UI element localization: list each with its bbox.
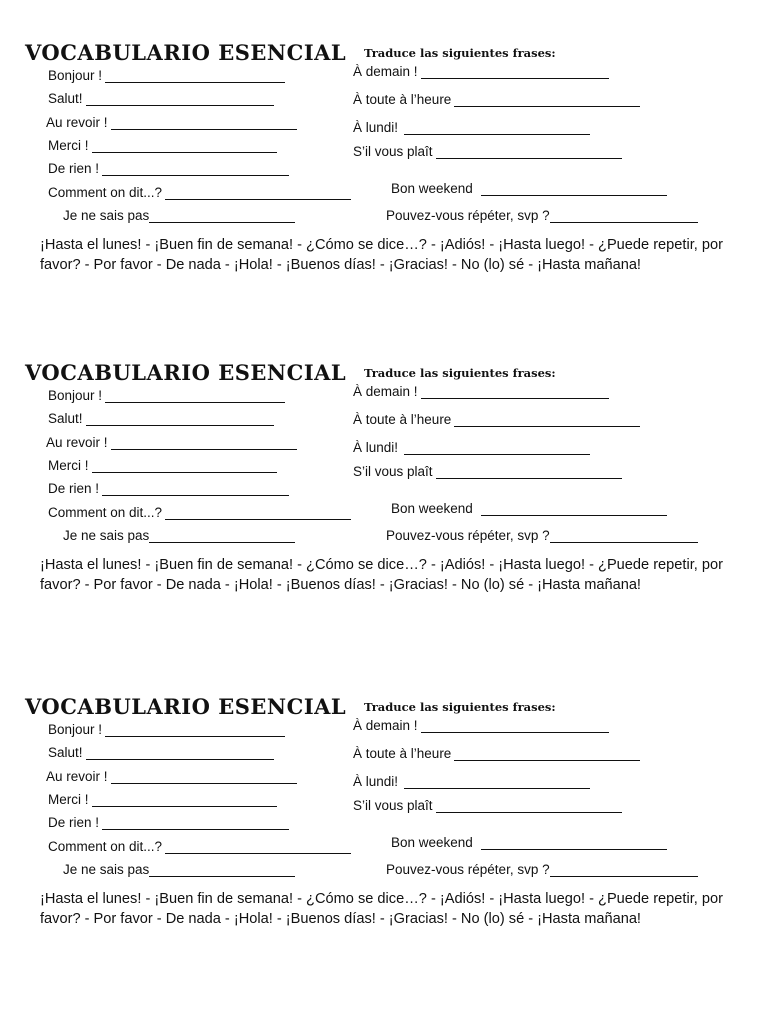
answer-blank[interactable] bbox=[86, 747, 274, 760]
field-salut bbox=[48, 91, 274, 106]
field-salut bbox=[48, 411, 274, 426]
field-label: Pouvez-vous répéter, svp ? bbox=[386, 862, 550, 877]
field-de-rien bbox=[48, 161, 289, 176]
field-label: Au revoir ! bbox=[46, 435, 108, 450]
answer-blank[interactable] bbox=[149, 864, 295, 877]
answer-blank[interactable] bbox=[165, 841, 351, 854]
answer-blank[interactable] bbox=[550, 530, 698, 543]
section-title: VOCABULARIO ESENCIAL bbox=[25, 40, 347, 65]
field-label: De rien ! bbox=[48, 481, 100, 496]
field-label: Je ne sais pas bbox=[63, 862, 150, 877]
field-label: Bon weekend bbox=[391, 501, 473, 516]
section-title: VOCABULARIO ESENCIAL bbox=[25, 694, 347, 719]
answer-blank[interactable] bbox=[481, 837, 667, 850]
section-instructions: Traduce las siguientes frases: bbox=[364, 366, 556, 380]
field-je-ne-sais-pas bbox=[63, 528, 295, 543]
field-label: Je ne sais pas bbox=[63, 528, 150, 543]
answer-blank[interactable] bbox=[436, 146, 622, 159]
field-label: S’il vous plaît bbox=[353, 144, 433, 159]
field-pouvez-vous-repeter bbox=[386, 208, 698, 223]
answer-blank[interactable] bbox=[436, 466, 622, 479]
field-sil-vous-plait bbox=[353, 464, 622, 479]
field-label: De rien ! bbox=[48, 815, 100, 830]
field-sil-vous-plait bbox=[353, 144, 622, 159]
answer-blank[interactable] bbox=[111, 117, 297, 130]
answer-blank[interactable] bbox=[105, 724, 285, 737]
section-instructions: Traduce las siguientes frases: bbox=[364, 700, 556, 714]
field-bon-weekend bbox=[391, 835, 667, 850]
worksheet-section-1 bbox=[0, 30, 768, 350]
answer-blank[interactable] bbox=[421, 66, 609, 79]
field-label: Merci ! bbox=[48, 458, 89, 473]
field-label: Au revoir ! bbox=[46, 115, 108, 130]
field-a-lundi bbox=[353, 440, 590, 455]
field-label: À demain ! bbox=[353, 384, 418, 399]
answer-blank[interactable] bbox=[436, 800, 622, 813]
field-de-rien bbox=[48, 481, 289, 496]
field-label: Salut! bbox=[48, 91, 83, 106]
field-label: Salut! bbox=[48, 411, 83, 426]
field-pouvez-vous-repeter bbox=[386, 862, 698, 877]
field-comment-on-dit bbox=[48, 185, 351, 200]
field-a-toute-a-lheure bbox=[353, 746, 640, 761]
answer-blank[interactable] bbox=[102, 483, 289, 496]
field-bonjour bbox=[48, 68, 285, 83]
field-label: À demain ! bbox=[353, 718, 418, 733]
section-title: VOCABULARIO ESENCIAL bbox=[25, 360, 347, 385]
field-label: À lundi! bbox=[353, 774, 399, 789]
field-label: Bonjour ! bbox=[48, 68, 103, 83]
field-label: Salut! bbox=[48, 745, 83, 760]
answer-blank[interactable] bbox=[149, 530, 295, 543]
field-comment-on-dit bbox=[48, 505, 351, 520]
answer-blank[interactable] bbox=[92, 140, 277, 153]
field-label: Bonjour ! bbox=[48, 388, 103, 403]
worksheet-section-2 bbox=[0, 350, 768, 670]
answer-blank[interactable] bbox=[404, 776, 590, 789]
field-a-demain bbox=[353, 718, 609, 733]
field-pouvez-vous-repeter bbox=[386, 528, 698, 543]
field-sil-vous-plait bbox=[353, 798, 622, 813]
field-bonjour bbox=[48, 388, 285, 403]
answer-blank[interactable] bbox=[102, 817, 289, 830]
field-label: Comment on dit...? bbox=[48, 839, 163, 854]
field-bonjour bbox=[48, 722, 285, 737]
field-merci bbox=[48, 458, 277, 473]
field-label: À toute à l’heure bbox=[353, 412, 452, 427]
field-label: À lundi! bbox=[353, 440, 399, 455]
answer-blank[interactable] bbox=[111, 437, 297, 450]
answer-blank[interactable] bbox=[454, 748, 640, 761]
field-label: À toute à l’heure bbox=[353, 92, 452, 107]
answer-blank[interactable] bbox=[102, 163, 289, 176]
field-label: S’il vous plaît bbox=[353, 464, 433, 479]
field-label: Je ne sais pas bbox=[63, 208, 150, 223]
field-label: À toute à l’heure bbox=[353, 746, 452, 761]
field-a-lundi bbox=[353, 774, 590, 789]
field-au-revoir bbox=[46, 435, 297, 450]
field-label: S’il vous plaît bbox=[353, 798, 433, 813]
field-je-ne-sais-pas bbox=[63, 862, 295, 877]
answer-blank[interactable] bbox=[421, 720, 609, 733]
field-comment-on-dit bbox=[48, 839, 351, 854]
answer-blank[interactable] bbox=[111, 771, 297, 784]
answer-blank[interactable] bbox=[86, 93, 274, 106]
answer-bank: ¡Hasta el lunes! - ¡Buen fin de semana! - ¿Cómo se dice…? - ¡Adiós! - ¡Hasta luego! - ¿Puede repetir, por favor? - Por favor - De nada - ¡Hola! - ¡Buenos días! - ¡Gracias! - No (lo) sé - ¡Hasta mañana! bbox=[40, 557, 723, 593]
field-au-revoir bbox=[46, 769, 297, 784]
field-label: À lundi! bbox=[353, 120, 399, 135]
answer-blank[interactable] bbox=[550, 210, 698, 223]
answer-blank[interactable] bbox=[550, 864, 698, 877]
answer-blank[interactable] bbox=[481, 503, 667, 516]
answer-blank[interactable] bbox=[404, 122, 590, 135]
field-label: Merci ! bbox=[48, 792, 89, 807]
answer-blank[interactable] bbox=[165, 187, 351, 200]
answer-blank[interactable] bbox=[404, 442, 590, 455]
field-bon-weekend bbox=[391, 181, 667, 196]
field-a-demain bbox=[353, 384, 609, 399]
field-label: Pouvez-vous répéter, svp ? bbox=[386, 208, 550, 223]
field-a-toute-a-lheure bbox=[353, 412, 640, 427]
field-merci bbox=[48, 792, 277, 807]
field-label: Au revoir ! bbox=[46, 769, 108, 784]
field-je-ne-sais-pas bbox=[63, 208, 295, 223]
answer-bank: ¡Hasta el lunes! - ¡Buen fin de semana! - ¿Cómo se dice…? - ¡Adiós! - ¡Hasta luego! - ¿Puede repetir, por favor? - Por favor - De nada - ¡Hola! - ¡Buenos días! - ¡Gracias! - No (lo) sé - ¡Hasta mañana! bbox=[40, 891, 723, 927]
field-a-toute-a-lheure bbox=[353, 92, 640, 107]
field-label: Bonjour ! bbox=[48, 722, 103, 737]
answer-bank: ¡Hasta el lunes! - ¡Buen fin de semana! - ¿Cómo se dice…? - ¡Adiós! - ¡Hasta luego! - ¿Puede repetir, por favor? - Por favor - De nada - ¡Hola! - ¡Buenos días! - ¡Gracias! - No (lo) sé - ¡Hasta mañana! bbox=[40, 237, 723, 273]
field-bon-weekend bbox=[391, 501, 667, 516]
section-instructions: Traduce las siguientes frases: bbox=[364, 46, 556, 60]
field-label: Comment on dit...? bbox=[48, 505, 163, 520]
answer-blank[interactable] bbox=[481, 183, 667, 196]
field-merci bbox=[48, 138, 277, 153]
field-a-lundi bbox=[353, 120, 590, 135]
field-au-revoir bbox=[46, 115, 297, 130]
answer-blank[interactable] bbox=[421, 386, 609, 399]
answer-blank[interactable] bbox=[92, 460, 277, 473]
field-label: Merci ! bbox=[48, 138, 89, 153]
field-label: Pouvez-vous répéter, svp ? bbox=[386, 528, 550, 543]
answer-blank[interactable] bbox=[105, 390, 285, 403]
answer-blank[interactable] bbox=[105, 70, 285, 83]
field-salut bbox=[48, 745, 274, 760]
answer-blank[interactable] bbox=[86, 413, 274, 426]
answer-blank[interactable] bbox=[92, 794, 277, 807]
field-label: Comment on dit...? bbox=[48, 185, 163, 200]
answer-blank[interactable] bbox=[454, 414, 640, 427]
worksheet-section-3 bbox=[0, 684, 768, 1004]
field-a-demain bbox=[353, 64, 609, 79]
field-de-rien bbox=[48, 815, 289, 830]
field-label: À demain ! bbox=[353, 64, 418, 79]
field-label: De rien ! bbox=[48, 161, 100, 176]
answer-blank[interactable] bbox=[165, 507, 351, 520]
field-label: Bon weekend bbox=[391, 181, 473, 196]
field-label: Bon weekend bbox=[391, 835, 473, 850]
answer-blank[interactable] bbox=[454, 94, 640, 107]
answer-blank[interactable] bbox=[149, 210, 295, 223]
